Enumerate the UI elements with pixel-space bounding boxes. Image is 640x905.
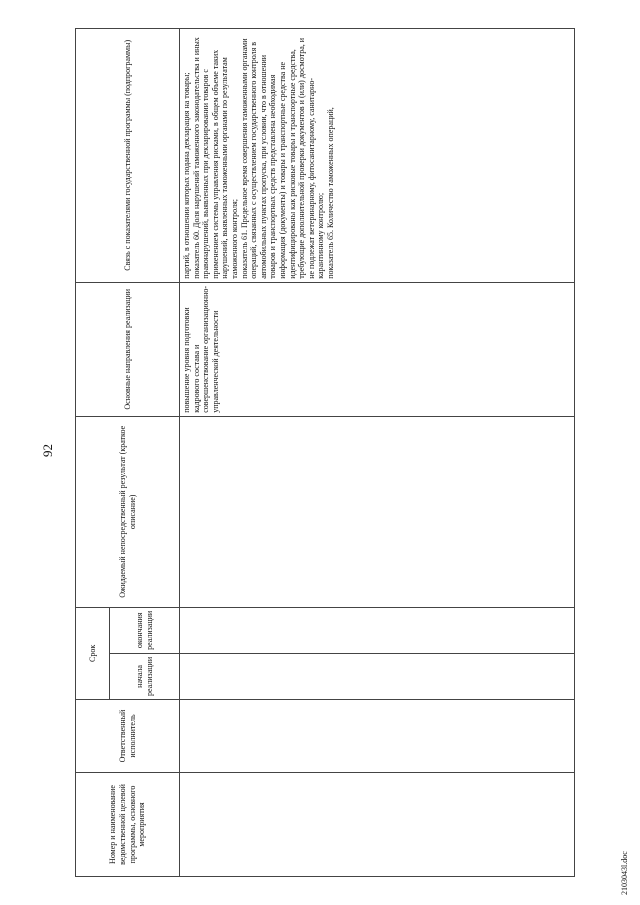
cell-indicators-link: партий, в отношении которых подана декларация на товары; показатель 60. Доля нарушений таможенного законодательства и иных правонарушений, выявленных при декларировании товаров с применением системы управления рисками, в общем объеме таких нарушений, выявленных таможенными органами по результатам таможенного контроля; показатель 61. Предельное время совершения таможенными органами операций, связанных с осуществлением государственного контроля в автомобильных пунктах пропуска, при условии, что в отношении товаров и транспортных средств представлена необходимая информация (документы) и товары и транспортные средства не идентифицированы как рисковые товары и транспортные средства, требующие дополнительной проверки документов и (или) досмотра, и не подлежат ветеринарному, фитосанитарному, санитарно-карантинному контролю; показатель 65. Количество таможенных операций,	[180, 28, 575, 282]
file-name-footer: 2103043l.doc	[620, 851, 629, 895]
header-indicators-link: Связь с показателями государственной программы (подпрограммы)	[76, 28, 180, 282]
cell-term-start	[180, 653, 575, 699]
program-table	[75, 28, 575, 877]
cell-term-end	[180, 607, 575, 653]
table-row	[180, 28, 575, 876]
cell-main-directions: повышение уровня подготовки кадрового состава и совершенствование организационно-управленческой деятельности	[180, 282, 575, 416]
page-number: 92	[40, 444, 55, 457]
cell-expected-result	[180, 416, 575, 607]
cell-responsible	[180, 700, 575, 773]
header-main-directions: Основные направления реализации	[76, 282, 180, 416]
header-term: Срок	[76, 607, 110, 699]
header-expected-result: Ожидаемый непосредственный результат (краткое описание)	[76, 416, 180, 607]
header-responsible: Ответственный исполнитель	[76, 700, 180, 773]
header-term-start: начала реализации	[110, 653, 180, 699]
header-program-name: Номер и наименование ведомственной целевой программы, основного мероприятия	[76, 773, 180, 877]
header-term-end: окончания реализации	[110, 607, 180, 653]
cell-program-name	[180, 773, 575, 877]
